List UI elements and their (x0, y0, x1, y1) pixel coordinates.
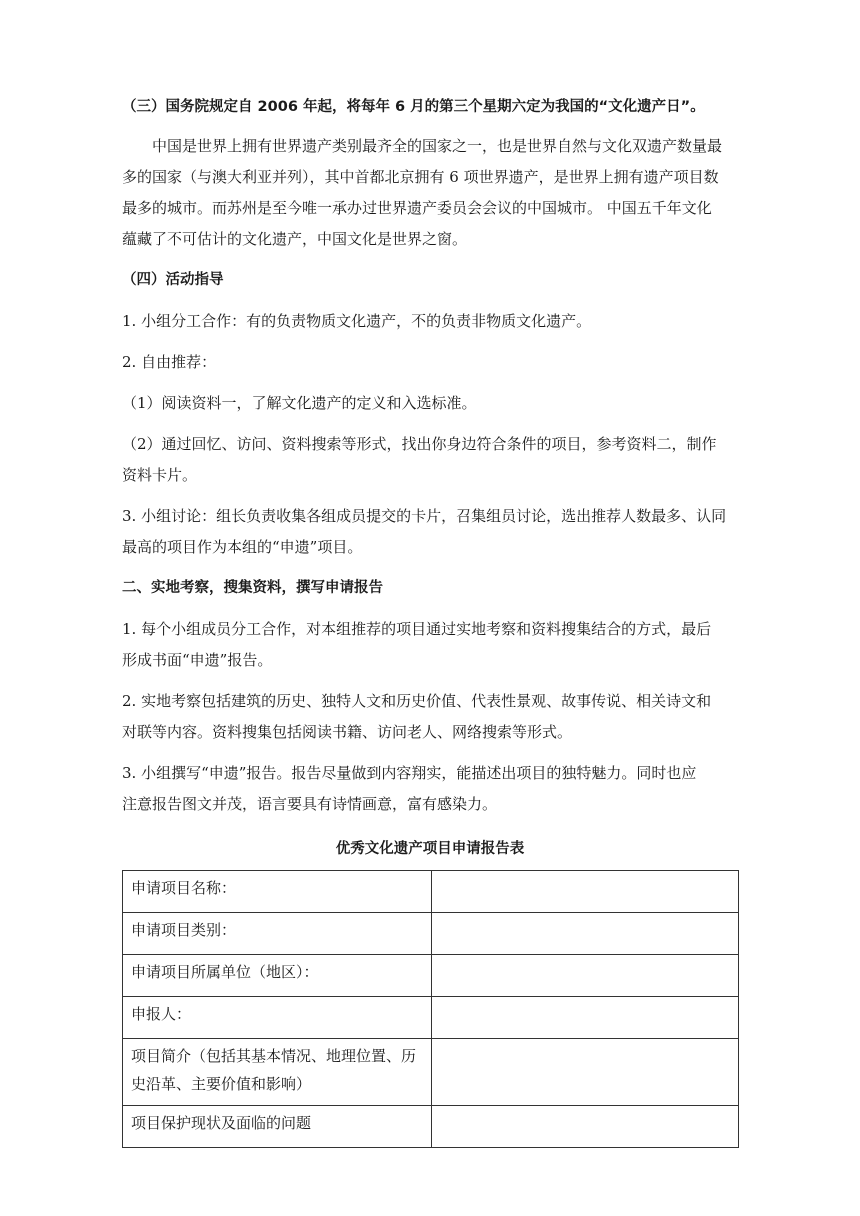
section3-paragraph-line-3: 最多的城市。而苏州是至今唯一承办过世界遗产委员会会议的中国城市。 中国五千年文化 (122, 199, 712, 217)
table-row (123, 913, 739, 955)
part2-paragraph-2-line-1: 2. 实地考察包括建筑的历史、独特人文和历史价值、代表性景观、故事传说、相关诗文和 (122, 692, 712, 710)
table-cell-value[interactable] (432, 871, 739, 913)
table-cell-value[interactable] (432, 913, 739, 955)
section3-paragraph-line-2: 多的国家（与澳大利亚并列），其中首都北京拥有 6 项世界遗产，是世界上拥有遗产项目数 (122, 168, 719, 186)
table-row (123, 871, 739, 913)
table-cell-label: 申报人： (123, 997, 432, 1039)
table-cell-value[interactable] (432, 955, 739, 997)
table-cell-label: 项目保护现状及面临的问题 (123, 1106, 432, 1148)
section3-heading: （三）国务院规定自 2006 年起，将每年 6 月的第三个星期六定为我国的“文化遗产日”。 (122, 99, 705, 115)
table-row (123, 1106, 739, 1148)
section4-item-2: 2. 自由推荐： (122, 353, 217, 371)
part2-paragraph-3-line-2: 注意报告图文并茂，语言要具有诗情画意，富有感染力。 (122, 795, 498, 813)
section4-item-1: 1. 小组分工合作：有的负责物质文化遗产，不的负责非物质文化遗产。 (122, 312, 592, 330)
section4-subitem-2-line-1: （2）通过回忆、访问、资料搜索等形式，找出你身边符合条件的项目，参考资料二，制作 (122, 435, 717, 453)
part2-paragraph-1-line-2: 形成书面“申遗”报告。 (122, 651, 273, 669)
section4-heading: （四）活动指导 (122, 272, 224, 288)
table-cell-value[interactable] (432, 1039, 739, 1106)
table-cell-label: 申请项目所属单位（地区）： (123, 955, 432, 997)
table-cell-label-line-1: 项目简介（包括其基本情况、地理位置、历 (131, 1047, 417, 1065)
section4-subitem-1: （1）阅读资料一，了解文化遗产的定义和入选标准。 (122, 394, 477, 412)
table-cell-value[interactable] (432, 1106, 739, 1148)
part2-heading: 二、实地考察，搜集资料，撰写申请报告 (122, 580, 383, 596)
table-cell-label (123, 1039, 432, 1106)
table-row (123, 997, 739, 1039)
section3-paragraph-line-1: 中国是世界上拥有世界遗产类别最齐全的国家之一，也是世界自然与文化双遗产数量最 (152, 137, 723, 155)
table-cell-label: 申请项目类别： (123, 913, 432, 955)
part2-paragraph-3-line-1: 3. 小组撰写“申遗”报告。报告尽量做到内容翔实，能描述出项目的独特魅力。同时也应 (122, 764, 697, 782)
table-title: 优秀文化遗产项目申请报告表 (335, 841, 525, 857)
table-cell-label-line-2: 史沿革、主要价值和影响） (131, 1075, 312, 1093)
table-row (123, 955, 739, 997)
table-row (123, 1039, 739, 1106)
section4-item-3-line-2: 最高的项目作为本组的“申遗”项目。 (122, 538, 363, 556)
part2-paragraph-2-line-2: 对联等内容。资料搜集包括阅读书籍、访问老人、网络搜索等形式。 (122, 723, 573, 741)
table-cell-label: 申请项目名称： (123, 871, 432, 913)
section4-item-3-line-1: 3. 小组讨论：组长负责收集各组成员提交的卡片，召集组员讨论，选出推荐人数最多、认同 (122, 507, 727, 525)
part2-paragraph-1-line-1: 1. 每个小组成员分工合作，对本组推荐的项目通过实地考察和资料搜集结合的方式，最后 (122, 620, 712, 638)
report-table (122, 870, 739, 1148)
table-cell-value[interactable] (432, 997, 739, 1039)
section3-paragraph-line-4: 蕴藏了不可估计的文化遗产，中国文化是世界之窗。 (122, 230, 468, 248)
section4-subitem-2-line-2: 资料卡片。 (122, 466, 198, 484)
document-page (122, 92, 738, 1148)
